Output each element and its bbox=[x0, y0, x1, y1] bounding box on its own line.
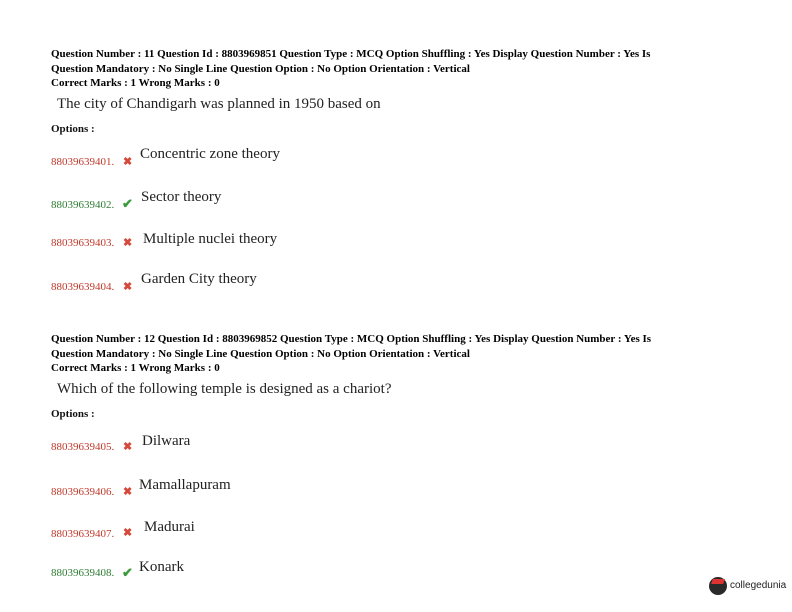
check-icon: ✔ bbox=[122, 196, 133, 211]
option-text: Garden City theory bbox=[141, 271, 257, 287]
option-id: 88039639403. bbox=[51, 237, 115, 249]
cross-icon: ✖ bbox=[123, 486, 133, 498]
option-id: 88039639406. bbox=[51, 486, 115, 498]
option-id: 88039639404. bbox=[51, 281, 115, 293]
option-id: 88039639405. bbox=[51, 441, 115, 453]
question-text: Which of the following temple is designed as a chariot? bbox=[57, 380, 392, 397]
question-text: The city of Chandigarh was planned in 1950 based on bbox=[57, 95, 381, 112]
question-marks: Correct Marks : 1 Wrong Marks : 0 bbox=[51, 362, 220, 374]
cross-icon: ✖ bbox=[123, 441, 133, 453]
option-text: Mamallapuram bbox=[139, 477, 231, 493]
cross-icon: ✖ bbox=[123, 527, 133, 539]
options-label: Options : bbox=[51, 122, 95, 135]
option-text: Sector theory bbox=[141, 189, 222, 205]
cross-icon: ✖ bbox=[123, 156, 133, 168]
option-id: 88039639407. bbox=[51, 528, 115, 540]
option-id: 88039639402. bbox=[51, 199, 115, 211]
option-id: 88039639401. bbox=[51, 156, 115, 168]
options-label: Options : bbox=[51, 407, 95, 420]
cross-icon: ✖ bbox=[123, 237, 133, 249]
collegedunia-logo bbox=[709, 577, 786, 595]
question-block-12 bbox=[51, 332, 751, 420]
option-text: Concentric zone theory bbox=[140, 146, 280, 162]
question-meta-line1: Question Number : 12 Question Id : 8803969852 Question Type : MCQ Option Shuffling : Yes Display Question Number : Yes Is bbox=[51, 333, 652, 345]
question-block-11 bbox=[51, 47, 751, 135]
question-meta-line2: Question Mandatory : No Single Line Question Option : No Option Orientation : Vertical bbox=[51, 347, 470, 360]
question-meta-line1: Question Number : 11 Question Id : 8803969851 Question Type : MCQ Option Shuffling : Yes Display Question Number : Yes Is bbox=[51, 48, 651, 60]
option-id: 88039639408. bbox=[51, 567, 115, 579]
cross-icon: ✖ bbox=[123, 281, 133, 293]
check-icon: ✔ bbox=[122, 565, 133, 580]
option-text: Multiple nuclei theory bbox=[143, 231, 278, 247]
question-meta-line2: Question Mandatory : No Single Line Question Option : No Option Orientation : Vertical bbox=[51, 62, 470, 75]
graduation-cap-icon bbox=[709, 577, 727, 595]
question-marks: Correct Marks : 1 Wrong Marks : 0 bbox=[51, 77, 220, 89]
option-text: Konark bbox=[139, 559, 184, 575]
option-text: Madurai bbox=[144, 519, 195, 535]
logo-text: collegedunia bbox=[730, 580, 787, 591]
option-text: Dilwara bbox=[142, 433, 191, 449]
